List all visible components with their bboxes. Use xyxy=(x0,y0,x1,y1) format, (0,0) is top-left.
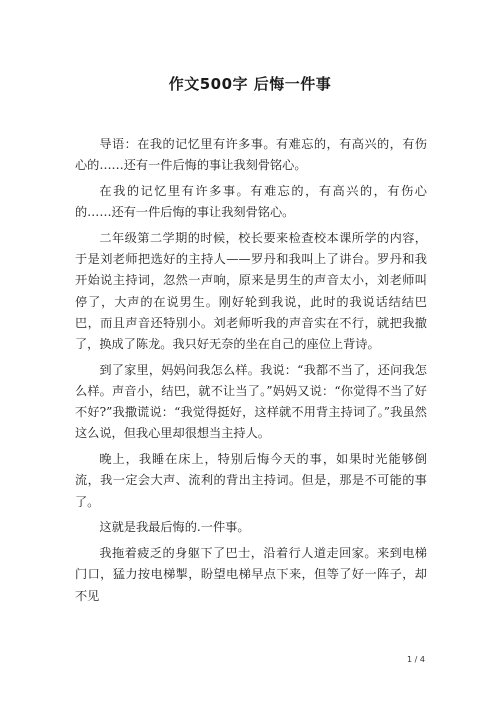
document-body xyxy=(75,134,427,611)
paragraph: 导语：在我的记忆里有许多事。有难忘的，有高兴的，有伤心的……还有一件后悔的事让我刻骨铭心。 xyxy=(75,137,427,173)
paragraph: 二年级第二学期的时候，校长要来检查校本课所学的内容，于是刘老师把选好的主持人——罗丹和我叫上了讲台。罗丹和我开始说主持词，忽然一声响，原来是男生的声音太小，刘老师叫停了，大声的在说男生。刚好轮到我说，此时的我说话结结巴巴，而且声音还特别小。刘老师听我的声音实在不行，就把我撤了，换成了陈龙。我只好无奈的坐在自己的座位上背诗。 xyxy=(75,231,427,352)
paragraph: 这就是我最后悔的.一件事。 xyxy=(99,520,250,535)
page-number: 1 / 4 xyxy=(407,655,425,664)
paragraph: 我拖着疲乏的身躯下了巴士，沿着行人道走回家。来到电梯门口，猛力按电梯掣，盼望电梯早点下来，但等了好一阵子，却不见 xyxy=(75,546,427,603)
paragraph: 在我的记忆里有许多事。有难忘的，有高兴的，有伤心的……还有一件后悔的事让我刻骨铭心。 xyxy=(75,184,427,220)
paragraph: 到了家里，妈妈问我怎么样。我说：“我都不当了，还问我怎么样。声音小，结巴，就不让当了。”妈妈又说：“你觉得不当了好不好?”我撒谎说：“我觉得挺好，这样就不用背主持词了。”我虽然这么说，但我心里却很想当主持人。 xyxy=(75,362,427,441)
paragraph: 晚上，我睡在床上，特别后悔今天的事，如果时光能够倒流，我一定会大声、流利的背出主持词。但是，那是不可能的事了。 xyxy=(75,452,427,509)
document-title: 作文500字 后悔一件事 xyxy=(168,75,332,93)
